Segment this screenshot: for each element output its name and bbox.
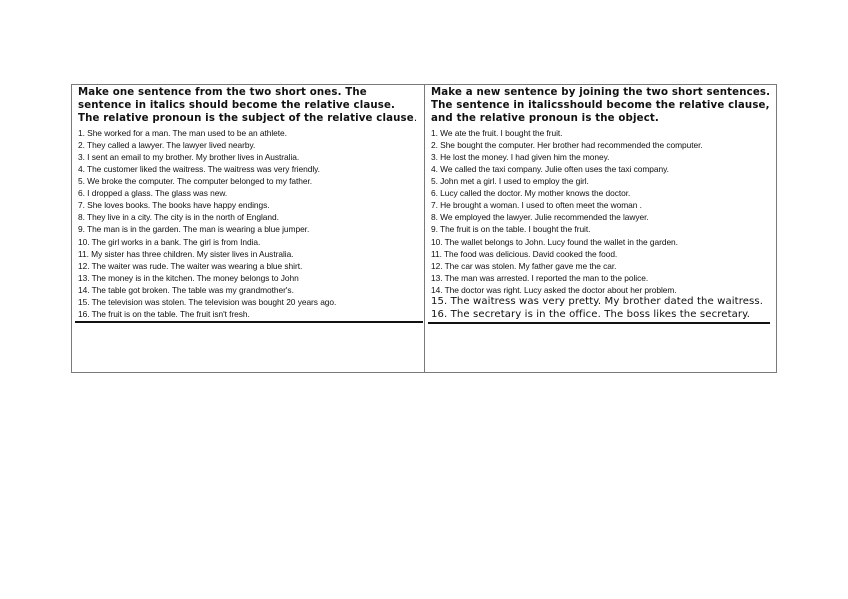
left-sentence-list: [78, 127, 419, 321]
list-item: 15. The waitress was very pretty. My brother dated the waitress.: [431, 296, 764, 308]
list-item: 5. We broke the computer. The computer belonged to my father.: [78, 176, 313, 187]
right-column: [425, 85, 776, 372]
list-item: 10. The girl works in a bank. The girl is from India.: [78, 236, 261, 247]
list-item: 13. The money is in the kitchen. The money belongs to John: [78, 272, 299, 283]
list-item: 2. They called a lawyer. The lawyer lived nearby.: [78, 139, 256, 150]
left-column: [72, 85, 425, 372]
list-item: 1. We ate the fruit. I bought the fruit.: [431, 127, 563, 138]
right-sentence-list: [431, 127, 771, 322]
list-item: 4. We called the taxi company. Julie often uses the taxi company.: [431, 164, 669, 174]
list-item: 6. Lucy called the doctor. My mother knows the doctor.: [431, 188, 631, 199]
left-instruction: [78, 87, 419, 126]
list-item: 8. We employed the lawyer. Julie recommended the lawyer.: [431, 212, 649, 223]
list-item: 7. He brought a woman. I used to often meet the woman .: [431, 200, 642, 211]
list-item: 9. The fruit is on the table. I bought the fruit.: [431, 224, 591, 235]
list-item: 13. The man was arrested. I reported the man to the police.: [431, 272, 649, 283]
list-item: 2. She bought the computer. Her brother had recommended the computer.: [431, 139, 703, 150]
list-item: 16. The fruit is on the table. The fruit isn't fresh.: [78, 309, 250, 320]
list-item: 3. He lost the money. I had given him the money.: [431, 151, 610, 162]
list-item: 14. The table got broken. The table was my grandmother's.: [78, 284, 294, 295]
list-item: 6. I dropped a glass. The glass was new.: [78, 188, 228, 199]
list-item: 4. The customer liked the waitress. The waitress was very friendly.: [78, 164, 320, 174]
worksheet-table: [71, 84, 777, 373]
list-item: 8. They live in a city. The city is in the north of England.: [78, 212, 279, 223]
list-item: 1. She worked for a man. The man used to be an athlete.: [78, 127, 287, 138]
list-item: 15. The television was stolen. The television was bought 20 years ago.: [78, 297, 337, 308]
list-item: 11. The food was delicious. David cooked the food.: [431, 248, 618, 259]
left-divider-rule: [75, 321, 423, 323]
list-item: 16. The secretary is in the office. The boss likes the secretary.: [431, 308, 751, 320]
list-item: 12. The waiter was rude. The waiter was wearing a blue shirt.: [78, 260, 303, 271]
right-instruction: Make a new sentence by joining the two short sentences. The sentence in italicsshould become the relative clause, and the relative pronoun is the object.: [431, 87, 771, 124]
list-item: 14. The doctor was right. Lucy asked the doctor about her problem.: [431, 284, 677, 295]
list-item: 3. I sent an email to my brother. My brother lives in Australia.: [78, 151, 300, 162]
left-instruction-tail: .: [413, 112, 418, 124]
list-item: 9. The man is in the garden. The man is wearing a blue jumper.: [78, 224, 310, 235]
list-item: 11. My sister has three children. My sister lives in Australia.: [78, 248, 294, 259]
list-item: 12. The car was stolen. My father gave me the car.: [431, 260, 617, 271]
list-item: 7. She loves books. The books have happy endings.: [78, 200, 270, 211]
right-divider-rule: [428, 322, 770, 324]
list-item: 5. John met a girl. I used to employ the girl.: [431, 176, 589, 187]
left-instruction-text: Make one sentence from the two short ones. The sentence in italics should become the relative clause. The relative pronoun is the subject of the relative clause: [78, 87, 414, 124]
list-item: 10. The wallet belongs to John. Lucy found the wallet in the garden.: [431, 236, 678, 247]
